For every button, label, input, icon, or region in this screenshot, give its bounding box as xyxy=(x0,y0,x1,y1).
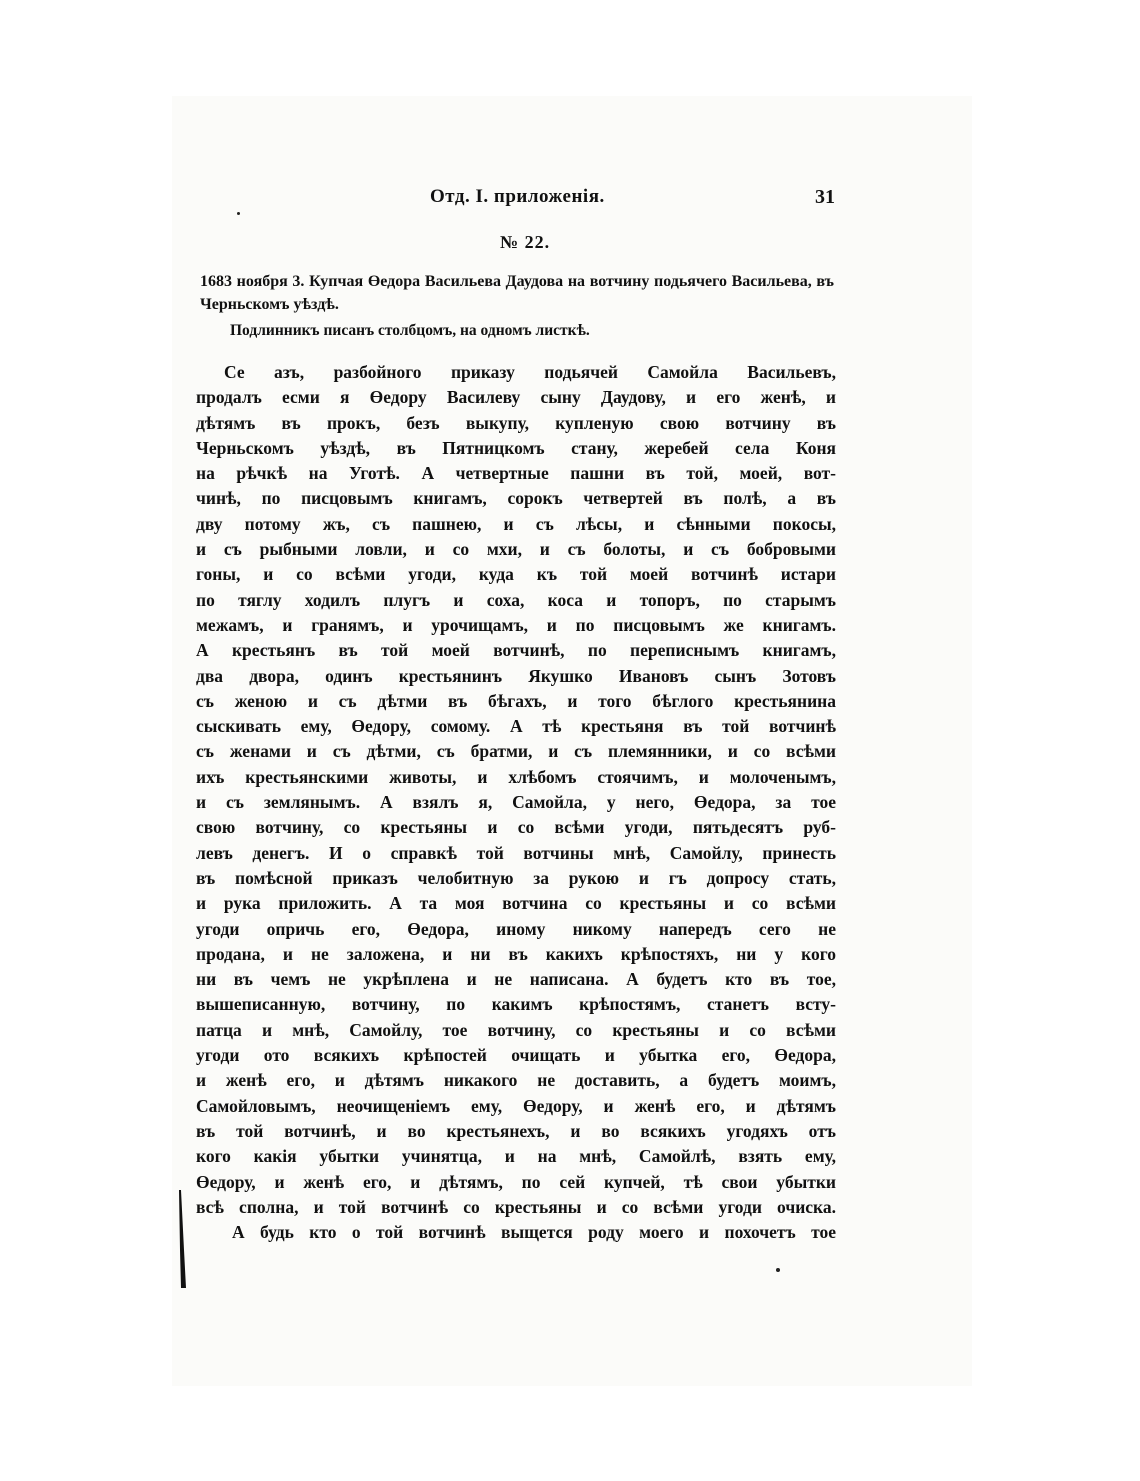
body-line: продалъ есми я Өедору Василеву сыну Даудову, и его женѣ, и xyxy=(196,387,836,408)
document-note: Подлинникъ писанъ столбцомъ, на одномъ листкѣ. xyxy=(230,322,590,339)
running-head: Отд. I. приложенія. xyxy=(430,186,605,207)
body-line: кого какія убытки учинятца, и на мнѣ, Самойлѣ, взять ему, xyxy=(196,1146,836,1167)
body-line: въ помѣсной приказъ челобитную за рукою и гъ допросу стать, xyxy=(196,867,836,888)
body-line: свою вотчину, со крестьяны и со всѣми угоди, пятьдесятъ руб- xyxy=(196,817,836,838)
body-line: левъ денегъ. И о справкѣ той вотчины мнѣ, Самойлу, принесть xyxy=(196,842,836,863)
body-line: и съ рыбными ловли, и со мхи, и съ болоты, и съ бобровыми xyxy=(196,539,836,560)
page-number: 31 xyxy=(815,186,835,208)
body-line: гоны, и со всѣми угоди, куда къ той моей вотчинѣ истари xyxy=(196,564,836,585)
body-line: сыскивать ему, Өедору, сомому. А тѣ крестьяня въ той вотчинѣ xyxy=(196,716,836,737)
body-line: ихъ крестьянскими животы, и хлѣбомъ стоячимъ, и молоченымъ, xyxy=(196,766,836,787)
body-line: Се азъ, разбойного приказу подьячей Самойла Васильевъ, xyxy=(224,362,836,382)
body-line: и съ землянымъ. А взялъ я, Самойла, у него, Өедора, за тое xyxy=(196,792,836,813)
body-line: чинѣ, по писцовымъ книгамъ, сорокъ четвертей въ полѣ, а въ xyxy=(196,488,836,509)
body-line: Черньскомъ уѣздѣ, въ Пятницкомъ стану, жеребей села Коня xyxy=(196,437,836,458)
body-line: А крестьянъ въ той моей вотчинѣ, по переписнымъ книгамъ, xyxy=(196,640,836,661)
scan-edge-mark xyxy=(178,1190,186,1288)
body-line: угоди ото всякихъ крѣпостей очищать и убытка его, Өедора, xyxy=(196,1045,836,1066)
body-line: межамъ, и гранямъ, и урочищамъ, и по писцовымъ же книгамъ. xyxy=(196,614,836,635)
body-line: и рука приложить. А та моя вотчина со крестьяны и со всѣми xyxy=(196,893,836,914)
body-line: Өедору, и женѣ его, и дѣтямъ, по сей купчей, тѣ свои убытки xyxy=(196,1171,836,1192)
document-body xyxy=(196,360,836,1245)
body-line: съ женами и съ дѣтми, съ братми, и съ племянники, и со всѣми xyxy=(196,741,836,762)
ink-speck xyxy=(237,212,240,215)
body-line: два двора, одинъ крестьянинъ Якушко Ивановъ сынъ Зотовъ xyxy=(196,665,836,686)
body-line: дѣтямъ въ прокъ, безъ выкупу, купленую свою вотчину въ xyxy=(196,412,836,433)
body-line: въ той вотчинѣ, и во крестьянехъ, и во всякихъ угодяхъ отъ xyxy=(196,1120,836,1141)
body-line: всѣ сполна, и той вотчинѣ со крестьяны и со всѣми угоди очиска. xyxy=(196,1196,836,1217)
body-line: вышеписанную, вотчину, по какимъ крѣпостямъ, станетъ всту- xyxy=(196,994,836,1015)
body-line: угоди опричь его, Өедора, иному никому напередъ сего не xyxy=(196,918,836,939)
body-line: съ женою и съ дѣтми въ бѣгахъ, и того бѣглого крестьянина xyxy=(196,690,836,711)
body-line: Самойловымъ, неочищеніемъ ему, Өедору, и женѣ его, и дѣтямъ xyxy=(196,1095,836,1116)
body-line: по тяглу ходилъ плугъ и соха, коса и топоръ, по старымъ xyxy=(196,589,836,610)
document-number: № 22. xyxy=(500,232,551,252)
body-line: и женѣ его, и дѣтямъ никакого не доставить, а будетъ моимъ, xyxy=(196,1070,836,1091)
body-line: на рѣчкѣ на Уготѣ. А четвертные пашни въ той, моей, вот- xyxy=(196,463,836,484)
body-line: ни въ чемъ не укрѣплена и не написана. А будетъ кто въ тое, xyxy=(196,969,836,990)
document-title: 1683 ноября 3. Купчая Өедора Васильева Даудова на вотчину подьячего Васильева, въ Черньскомъ уѣздѣ. xyxy=(200,273,834,313)
body-line: А будь кто о той вотчинѣ выщется роду моего и похочетъ тое xyxy=(232,1222,836,1243)
page-header xyxy=(190,186,835,210)
body-line: дву потому жъ, съ пашнею, и съ лѣсы, и сѣнными покосы, xyxy=(196,513,836,534)
ink-speck xyxy=(776,1268,780,1272)
body-line: патца и мнѣ, Самойлу, тое вотчину, со крестьяны и со всѣми xyxy=(196,1019,836,1040)
body-line: продана, и не заложена, и ни въ какихъ крѣпостяхъ, ни у кого xyxy=(196,943,836,964)
